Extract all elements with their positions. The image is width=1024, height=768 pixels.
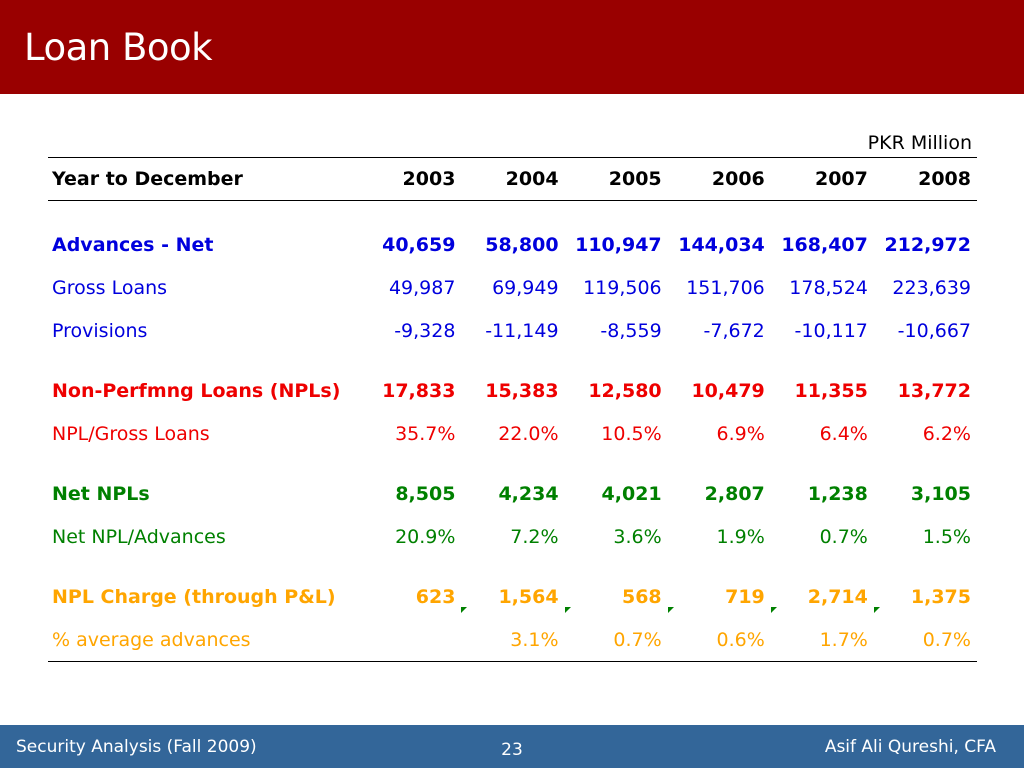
cell-value: 6.4% bbox=[819, 423, 868, 445]
cell-text: 623 bbox=[415, 586, 456, 608]
spacer-row bbox=[48, 559, 977, 576]
cell-value: 10,479 bbox=[691, 380, 765, 402]
cell-text: 568 bbox=[621, 586, 662, 608]
cell-value bbox=[358, 619, 461, 662]
cell-value: 8,505 bbox=[395, 483, 456, 505]
cell-value: -9,328 bbox=[394, 320, 456, 342]
cell-value: 11,355 bbox=[794, 380, 868, 402]
header-year-2006: 2006 bbox=[711, 168, 765, 190]
table-row-npl-gross-loans bbox=[48, 413, 977, 456]
row-label: Gross Loans bbox=[52, 277, 168, 299]
cell-value: 1.5% bbox=[922, 526, 971, 548]
cell-value bbox=[668, 576, 771, 619]
header-year-2007: 2007 bbox=[814, 168, 868, 190]
cell-value: 144,034 bbox=[678, 234, 765, 256]
cell-text: 1,564 bbox=[498, 586, 559, 608]
table-row-npls bbox=[48, 370, 977, 413]
cell-value: 119,506 bbox=[583, 277, 662, 299]
cell-value: 2,807 bbox=[704, 483, 765, 505]
cell-value: -7,672 bbox=[703, 320, 765, 342]
table-row-advances-net bbox=[48, 224, 977, 267]
row-label: Non-Perfmng Loans (NPLs) bbox=[52, 380, 341, 402]
cell-value: 22.0% bbox=[498, 423, 559, 445]
table-row-npl-charge bbox=[48, 576, 977, 619]
cell-value: 168,407 bbox=[781, 234, 868, 256]
table-row-net-npls bbox=[48, 473, 977, 516]
cell-value: -8,559 bbox=[600, 320, 662, 342]
cell-value: 40,659 bbox=[382, 234, 456, 256]
footer-course: Security Analysis (Fall 2009) bbox=[16, 737, 257, 757]
header-year-2004: 2004 bbox=[505, 168, 559, 190]
error-indicator-icon bbox=[874, 607, 880, 613]
cell-value: 1,375 bbox=[910, 586, 971, 608]
cell-value bbox=[461, 576, 564, 619]
cell-value: 1.7% bbox=[819, 628, 868, 651]
cell-value: 0.7% bbox=[819, 526, 868, 548]
cell-value: 10.5% bbox=[601, 423, 662, 445]
cell-value: 6.9% bbox=[716, 423, 765, 445]
row-label: Advances - Net bbox=[52, 234, 214, 256]
row-label: NPL Charge (through P&L) bbox=[52, 586, 336, 608]
cell-value: 20.9% bbox=[395, 526, 456, 548]
title-bar bbox=[0, 0, 1024, 94]
cell-value: 49,987 bbox=[388, 277, 456, 299]
spacer-row bbox=[48, 456, 977, 473]
spacer-row bbox=[48, 201, 977, 224]
cell-value: 4,021 bbox=[601, 483, 662, 505]
header-label: Year to December bbox=[52, 168, 243, 190]
cell-value: 178,524 bbox=[789, 277, 868, 299]
cell-value: 69,949 bbox=[492, 277, 559, 299]
header-year-2003: 2003 bbox=[402, 168, 456, 190]
header-year-2005: 2005 bbox=[608, 168, 662, 190]
cell-value: 13,772 bbox=[897, 380, 971, 402]
cell-value: 12,580 bbox=[588, 380, 662, 402]
page-number: 23 bbox=[501, 740, 523, 760]
row-label: Net NPL/Advances bbox=[52, 526, 226, 548]
cell-value: -10,667 bbox=[897, 320, 971, 342]
cell-value bbox=[358, 576, 461, 619]
header-year-2008: 2008 bbox=[918, 168, 971, 190]
loan-book-table bbox=[48, 157, 977, 662]
table-row-provisions bbox=[48, 310, 977, 353]
units-label: PKR Million bbox=[867, 132, 972, 154]
row-label: Provisions bbox=[52, 320, 148, 342]
cell-value: 1.9% bbox=[716, 526, 765, 548]
cell-value: 3.6% bbox=[613, 526, 662, 548]
cell-value: 35.7% bbox=[395, 423, 456, 445]
cell-value: 0.7% bbox=[613, 628, 662, 651]
cell-value: -10,117 bbox=[794, 320, 868, 342]
row-label: % average advances bbox=[52, 628, 251, 651]
cell-value: 58,800 bbox=[485, 234, 559, 256]
cell-value: 0.7% bbox=[922, 628, 971, 651]
cell-value: 0.6% bbox=[716, 628, 765, 651]
row-label: Net NPLs bbox=[52, 483, 150, 505]
footer-author: Asif Ali Qureshi, CFA bbox=[824, 737, 996, 757]
cell-value: 3.1% bbox=[510, 628, 559, 651]
cell-value: 212,972 bbox=[884, 234, 971, 256]
cell-value: 15,383 bbox=[485, 380, 559, 402]
spacer-row bbox=[48, 353, 977, 370]
cell-value: 1,238 bbox=[807, 483, 868, 505]
cell-value: 4,234 bbox=[498, 483, 559, 505]
cell-text: 2,714 bbox=[807, 586, 868, 608]
cell-value: 6.2% bbox=[922, 423, 971, 445]
cell-value: 3,105 bbox=[910, 483, 971, 505]
cell-value: 110,947 bbox=[575, 234, 662, 256]
cell-value: 7.2% bbox=[510, 526, 559, 548]
cell-value: 17,833 bbox=[382, 380, 456, 402]
cell-value: -11,149 bbox=[485, 320, 559, 342]
cell-value: 151,706 bbox=[686, 277, 765, 299]
table-row-pct-average-advances bbox=[48, 619, 977, 662]
table-row-net-npl-advances bbox=[48, 516, 977, 559]
cell-value bbox=[565, 576, 668, 619]
row-label: NPL/Gross Loans bbox=[52, 423, 210, 445]
cell-value: 223,639 bbox=[892, 277, 971, 299]
cell-text: 719 bbox=[725, 586, 765, 608]
table-header-row bbox=[48, 158, 977, 201]
slide-title: Loan Book bbox=[24, 26, 213, 69]
cell-value bbox=[771, 576, 874, 619]
table-row-gross-loans bbox=[48, 267, 977, 310]
footer-bar bbox=[0, 725, 1024, 768]
